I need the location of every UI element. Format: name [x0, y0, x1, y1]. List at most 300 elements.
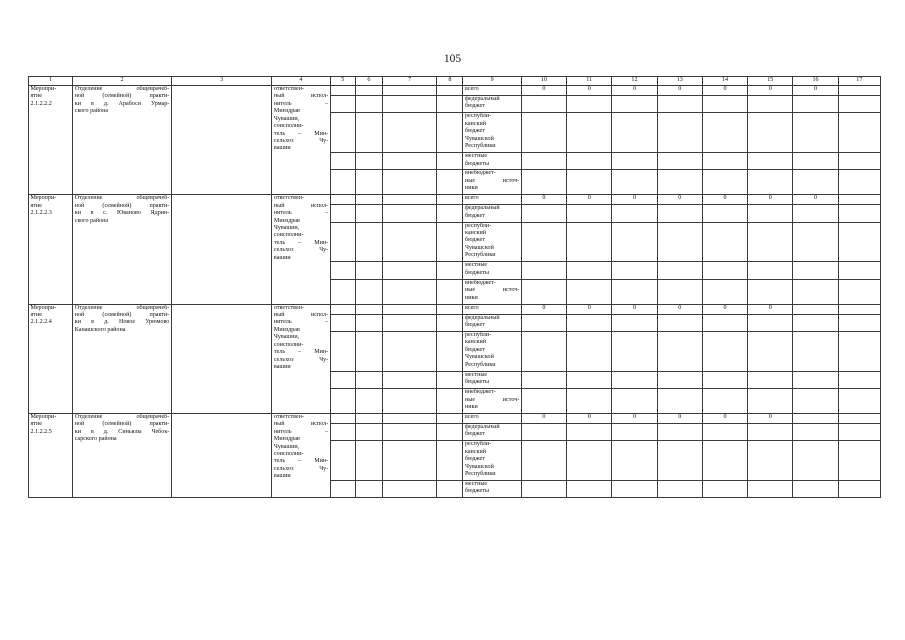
value-cell	[702, 153, 747, 170]
executor-line: ный испол-	[273, 202, 329, 209]
value-cell	[521, 441, 566, 481]
value-cell	[612, 222, 657, 262]
value-cell	[612, 389, 657, 414]
value-cell: 0	[748, 413, 793, 423]
measure-code	[29, 86, 73, 195]
empty-cell	[330, 304, 355, 314]
empty-cell	[437, 170, 463, 195]
executor-line: Минздрав	[273, 108, 300, 115]
value-cell: 0	[702, 195, 747, 205]
executor-line: нитель –	[273, 100, 329, 107]
funding-source	[463, 423, 521, 440]
empty-cell	[355, 205, 382, 222]
value-cell	[521, 423, 566, 440]
empty-cell	[838, 441, 880, 481]
value-cell	[702, 389, 747, 414]
measure-title-line: ной (семейной) практи-	[74, 93, 170, 100]
empty-cell	[171, 86, 272, 195]
empty-cell	[437, 205, 463, 222]
funding-source-line: Чувашской	[464, 135, 494, 142]
funding-source	[463, 262, 521, 279]
measure-title-line: Канашского района	[74, 326, 126, 333]
funding-source	[463, 113, 521, 153]
executor-line: нитель –	[273, 319, 329, 326]
value-cell	[657, 371, 702, 388]
empty-cell	[383, 423, 437, 440]
value-cell	[657, 113, 702, 153]
executor-line: ответствен-	[273, 413, 305, 420]
measure-title	[73, 413, 172, 497]
column-header-12: 12	[612, 77, 657, 86]
value-cell: 0	[521, 195, 566, 205]
funding-source-line: всего	[464, 413, 479, 420]
funding-source-line: внебюджет-	[464, 279, 496, 286]
value-cell	[612, 423, 657, 440]
empty-cell	[838, 314, 880, 331]
measure-code-line: 2.1.2.2.5	[30, 428, 52, 435]
empty-cell	[330, 262, 355, 279]
empty-cell	[437, 371, 463, 388]
value-cell	[521, 95, 566, 112]
value-cell	[702, 222, 747, 262]
funding-source-line: федеральный	[464, 95, 500, 102]
value-cell	[793, 95, 838, 112]
column-header-3: 3	[171, 77, 272, 86]
funding-source-line: всего	[464, 86, 479, 92]
empty-cell	[355, 441, 382, 481]
empty-cell	[355, 314, 382, 331]
value-cell	[702, 314, 747, 331]
value-cell	[748, 113, 793, 153]
empty-cell	[330, 389, 355, 414]
empty-cell	[330, 86, 355, 96]
empty-cell	[383, 441, 437, 481]
funding-source-line: бюджет	[464, 237, 485, 244]
funding-source-line: канский	[464, 448, 487, 455]
measure-code-line: Меропри-	[30, 413, 57, 420]
empty-cell	[437, 113, 463, 153]
empty-cell	[355, 195, 382, 205]
executor-line: тель – Мин-	[273, 239, 329, 246]
empty-cell	[330, 371, 355, 388]
executor-line: ответствен-	[273, 86, 305, 92]
funding-source-line: бюджеты	[464, 379, 490, 386]
empty-cell	[437, 195, 463, 205]
empty-cell	[383, 262, 437, 279]
column-header-7: 7	[383, 77, 437, 86]
value-cell	[567, 95, 612, 112]
value-cell	[612, 205, 657, 222]
value-cell	[748, 423, 793, 440]
measure-code-line: ятие	[30, 421, 42, 428]
empty-cell	[838, 205, 880, 222]
empty-cell	[383, 222, 437, 262]
funding-source	[463, 481, 521, 498]
executor-line: вашии	[273, 364, 291, 370]
column-header-16: 16	[793, 77, 838, 86]
measure-code-line: ятие	[30, 202, 42, 209]
empty-cell	[437, 304, 463, 314]
value-cell: 0	[612, 413, 657, 423]
value-cell	[702, 481, 747, 498]
value-cell	[702, 279, 747, 304]
value-cell	[748, 389, 793, 414]
column-header-17: 17	[838, 77, 880, 86]
value-cell	[521, 389, 566, 414]
value-cell	[748, 279, 793, 304]
value-cell	[702, 331, 747, 371]
empty-cell	[355, 423, 382, 440]
value-cell	[567, 279, 612, 304]
executor-line: тель – Мин-	[273, 130, 329, 137]
value-cell	[702, 113, 747, 153]
value-cell	[521, 314, 566, 331]
measure-title	[73, 195, 172, 304]
column-header-15: 15	[748, 77, 793, 86]
executor	[272, 195, 330, 304]
value-cell: 0	[748, 86, 793, 96]
empty-cell	[383, 113, 437, 153]
measure-code-line: 2.1.2.2.3	[30, 210, 52, 217]
funding-source-line: канский	[464, 230, 487, 237]
empty-cell	[355, 481, 382, 498]
empty-cell	[171, 413, 272, 497]
empty-cell	[383, 304, 437, 314]
funding-source-line: Республики	[464, 361, 496, 368]
empty-cell	[437, 86, 463, 96]
funding-source	[463, 413, 521, 423]
empty-cell	[330, 279, 355, 304]
empty-cell	[838, 195, 880, 205]
value-cell	[748, 95, 793, 112]
empty-cell	[838, 262, 880, 279]
funding-source-line: бюджет	[464, 321, 485, 328]
empty-cell	[838, 304, 880, 314]
measure-title-line: ной (семейной) практи-	[74, 312, 170, 319]
measure-code-line: 2.1.2.2.4	[30, 319, 52, 326]
table-body	[29, 86, 881, 498]
value-cell	[793, 331, 838, 371]
value-cell: 0	[612, 304, 657, 314]
funding-source-line: ные источ-	[464, 177, 520, 184]
executor-line: соисполни-	[273, 341, 304, 348]
program-table	[28, 76, 881, 498]
table-row	[29, 304, 881, 314]
value-cell	[567, 153, 612, 170]
value-cell	[657, 95, 702, 112]
empty-cell	[330, 95, 355, 112]
empty-cell	[383, 389, 437, 414]
empty-cell	[838, 222, 880, 262]
empty-cell	[330, 205, 355, 222]
value-cell	[521, 170, 566, 195]
value-cell: 0	[567, 413, 612, 423]
empty-cell	[330, 222, 355, 262]
funding-source-line: бюджет	[464, 103, 485, 110]
funding-source-line: республи-	[464, 113, 492, 120]
empty-cell	[838, 279, 880, 304]
executor-line: сельхоз Чу-	[273, 465, 329, 472]
funding-source-line: Чувашской	[464, 354, 494, 361]
value-cell	[748, 331, 793, 371]
value-cell	[702, 441, 747, 481]
value-cell: 0	[657, 195, 702, 205]
value-cell: 0	[793, 86, 838, 96]
funding-source	[463, 314, 521, 331]
measure-title-line: Отделение общеврачеб-	[74, 413, 170, 420]
funding-source-line: ники	[464, 403, 478, 410]
value-cell	[567, 170, 612, 195]
value-cell	[612, 170, 657, 195]
funding-source	[463, 86, 521, 96]
empty-cell	[838, 113, 880, 153]
column-header-2: 2	[73, 77, 172, 86]
measure-title	[73, 86, 172, 195]
value-cell: 0	[702, 86, 747, 96]
executor-line: Чувашии,	[273, 115, 300, 122]
value-cell	[657, 441, 702, 481]
column-header-1: 1	[29, 77, 73, 86]
value-cell	[748, 205, 793, 222]
funding-source-line: ные источ-	[464, 396, 520, 403]
funding-source-line: бюджет	[464, 346, 485, 353]
executor-line: Минздрав	[273, 217, 300, 224]
empty-cell	[383, 86, 437, 96]
value-cell: 0	[521, 413, 566, 423]
executor-line: сельхоз Чу-	[273, 356, 329, 363]
value-cell	[748, 371, 793, 388]
funding-source	[463, 222, 521, 262]
value-cell	[521, 113, 566, 153]
empty-cell	[838, 153, 880, 170]
value-cell	[793, 304, 838, 314]
funding-source	[463, 331, 521, 371]
empty-cell	[437, 481, 463, 498]
value-cell	[567, 222, 612, 262]
measure-code	[29, 304, 73, 413]
value-cell	[612, 441, 657, 481]
funding-source-line: бюджет	[464, 212, 485, 219]
executor-line: ный испол-	[273, 421, 329, 428]
executor-line: нитель –	[273, 428, 329, 435]
value-cell	[567, 423, 612, 440]
funding-source-line: местные	[464, 262, 488, 269]
value-cell	[702, 423, 747, 440]
executor-line: Чувашии,	[273, 334, 300, 341]
empty-cell	[171, 304, 272, 413]
value-cell: 0	[521, 304, 566, 314]
empty-cell	[330, 170, 355, 195]
empty-cell	[330, 113, 355, 153]
value-cell	[612, 371, 657, 388]
funding-source-line: местные	[464, 153, 488, 160]
funding-source	[463, 441, 521, 481]
measure-code-line: ятие	[30, 312, 42, 319]
funding-source-line: республи-	[464, 222, 492, 229]
value-cell	[567, 371, 612, 388]
value-cell	[748, 481, 793, 498]
value-cell	[657, 222, 702, 262]
value-cell: 0	[567, 86, 612, 96]
empty-cell	[330, 195, 355, 205]
value-cell	[521, 371, 566, 388]
value-cell	[793, 389, 838, 414]
page-number: 105	[443, 53, 462, 65]
value-cell: 0	[793, 195, 838, 205]
value-cell	[793, 262, 838, 279]
measure-title-line: ки в с. Юваново Ядрин-	[74, 210, 170, 217]
measure-title	[73, 304, 172, 413]
empty-cell	[838, 95, 880, 112]
column-header-14: 14	[702, 77, 747, 86]
value-cell	[793, 170, 838, 195]
funding-source-line: бюджеты	[464, 488, 490, 495]
empty-cell	[838, 423, 880, 440]
funding-source-line: Чувашской	[464, 244, 494, 251]
value-cell	[793, 481, 838, 498]
value-cell	[612, 331, 657, 371]
table-row	[29, 86, 881, 96]
empty-cell	[383, 95, 437, 112]
measure-title-line: сарского района	[74, 436, 117, 443]
executor-line: ный испол-	[273, 312, 329, 319]
empty-cell	[838, 170, 880, 195]
funding-source-line: внебюджет-	[464, 389, 496, 396]
column-header-8: 8	[437, 77, 463, 86]
executor-line: ответствен-	[273, 304, 305, 311]
value-cell	[521, 481, 566, 498]
column-header-5: 5	[330, 77, 355, 86]
empty-cell	[355, 331, 382, 371]
column-header-6: 6	[355, 77, 382, 86]
value-cell	[748, 262, 793, 279]
funding-source-line: местные	[464, 481, 488, 488]
value-cell: 0	[702, 304, 747, 314]
executor	[272, 413, 330, 497]
value-cell	[793, 371, 838, 388]
empty-cell	[355, 262, 382, 279]
empty-cell	[330, 331, 355, 371]
measure-title-line: ки в д. Новое Урюмово	[74, 319, 170, 326]
value-cell: 0	[567, 304, 612, 314]
value-cell	[567, 389, 612, 414]
funding-source-line: ники	[464, 185, 478, 192]
value-cell	[612, 113, 657, 153]
measure-title-line: Отделение общеврачеб-	[74, 195, 170, 202]
executor-line: Минздрав	[273, 326, 300, 333]
empty-cell	[355, 304, 382, 314]
value-cell	[521, 262, 566, 279]
measure-title-line: ки в д. Синьялы Чебок-	[74, 428, 170, 435]
empty-cell	[437, 331, 463, 371]
executor-line: тель – Мин-	[273, 458, 329, 465]
executor-line: ный испол-	[273, 93, 329, 100]
value-cell	[793, 413, 838, 423]
value-cell	[657, 331, 702, 371]
executor	[272, 304, 330, 413]
value-cell	[612, 95, 657, 112]
value-cell	[612, 481, 657, 498]
executor-line: ответствен-	[273, 195, 305, 202]
value-cell: 0	[702, 413, 747, 423]
empty-cell	[383, 481, 437, 498]
empty-cell	[383, 331, 437, 371]
funding-source-line: Чувашской	[464, 463, 494, 470]
empty-cell	[383, 170, 437, 195]
column-header-4: 4	[272, 77, 330, 86]
empty-cell	[330, 413, 355, 423]
funding-source-line: федеральный	[464, 314, 500, 321]
funding-source-line: внебюджет-	[464, 170, 496, 177]
funding-source	[463, 170, 521, 195]
value-cell	[567, 331, 612, 371]
value-cell	[793, 153, 838, 170]
executor-line: соисполни-	[273, 451, 304, 458]
funding-source-line: республи-	[464, 441, 492, 448]
value-cell	[793, 279, 838, 304]
measure-code	[29, 413, 73, 497]
funding-source-line: республи-	[464, 331, 492, 338]
executor-line: Чувашии,	[273, 443, 300, 450]
empty-cell	[437, 95, 463, 112]
empty-cell	[838, 481, 880, 498]
value-cell	[612, 279, 657, 304]
empty-cell	[838, 331, 880, 371]
value-cell	[702, 371, 747, 388]
measure-title-line: ки в д. Арабоси Урмар-	[74, 100, 170, 107]
value-cell: 0	[612, 195, 657, 205]
empty-cell	[838, 86, 880, 96]
value-cell	[657, 153, 702, 170]
funding-source-line: Республики	[464, 143, 496, 150]
empty-cell	[383, 195, 437, 205]
value-cell	[567, 481, 612, 498]
measure-code	[29, 195, 73, 304]
value-cell: 0	[567, 195, 612, 205]
value-cell	[793, 113, 838, 153]
empty-cell	[330, 423, 355, 440]
value-cell	[567, 262, 612, 279]
funding-source	[463, 205, 521, 222]
value-cell	[521, 331, 566, 371]
measure-title-line: ной (семейной) практи-	[74, 202, 170, 209]
measure-title-line: Отделение общеврачеб-	[74, 304, 170, 311]
empty-cell	[383, 413, 437, 423]
column-header-13: 13	[657, 77, 702, 86]
measure-code-line: Меропри-	[30, 86, 57, 92]
value-cell	[521, 205, 566, 222]
value-cell	[657, 389, 702, 414]
table-row	[29, 413, 881, 423]
executor-line: соисполни-	[273, 123, 304, 130]
value-cell	[567, 113, 612, 153]
value-cell	[748, 170, 793, 195]
funding-source-line: федеральный	[464, 423, 500, 430]
funding-source-line: местные	[464, 371, 488, 378]
funding-source	[463, 389, 521, 414]
value-cell: 0	[657, 304, 702, 314]
value-cell: 0	[521, 86, 566, 96]
measure-code-line: 2.1.2.2.2	[30, 100, 52, 107]
funding-source	[463, 371, 521, 388]
executor-line: нитель –	[273, 210, 329, 217]
value-cell	[657, 262, 702, 279]
value-cell	[657, 423, 702, 440]
value-cell: 0	[748, 304, 793, 314]
funding-source	[463, 304, 521, 314]
funding-source-line: бюджеты	[464, 160, 490, 167]
funding-source-line: бюджет	[464, 431, 485, 438]
